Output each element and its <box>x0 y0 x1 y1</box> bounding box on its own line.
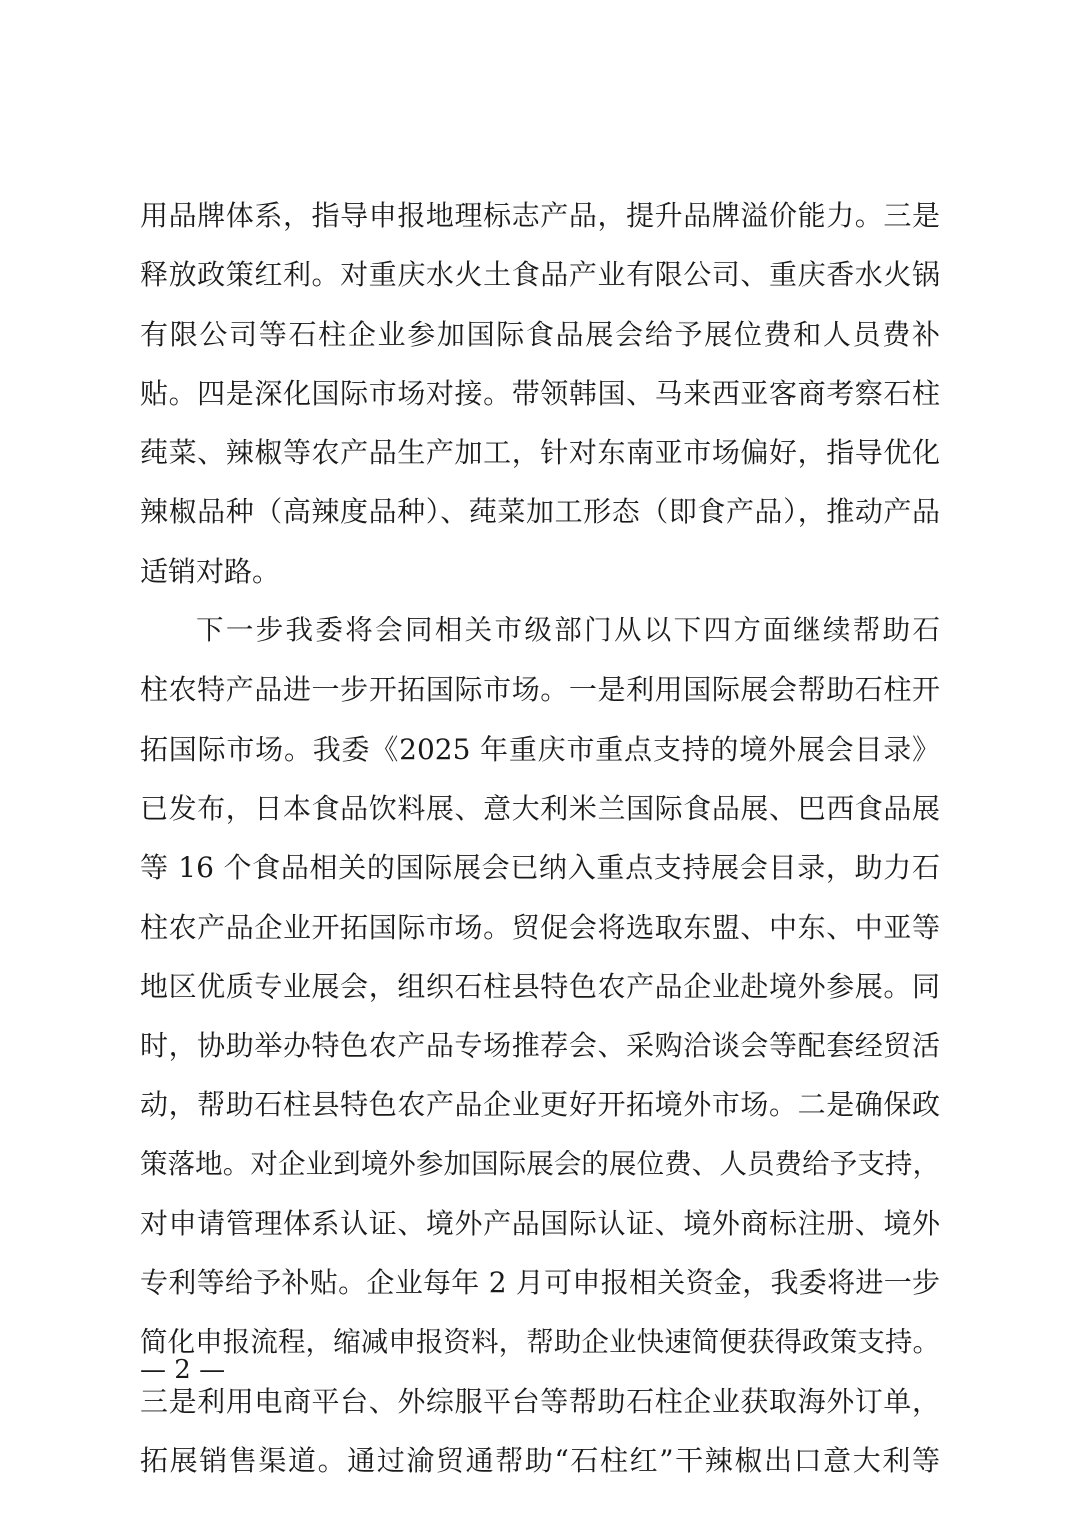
text-line: 简化申报流程，缩减申报资料，帮助企业快速简便获得政策支持。 <box>140 1325 940 1358</box>
text-line: 柱农特产品进一步开拓国际市场。一是利用国际展会帮助石柱开 <box>140 673 940 707</box>
text-line: 拓展销售渠道。通过渝贸通帮助“石柱红”干辣椒出口意大利等 <box>140 1444 940 1478</box>
text-line: 有限公司等石柱企业参加国际食品展会给予展位费和人员费补 <box>140 317 940 351</box>
paragraph-next-steps <box>140 601 940 1490</box>
text-line: 辣椒品种（高辣度品种）、莼菜加工形态（即食产品），推动产品 <box>140 495 940 529</box>
text-line: 已发布，日本食品饮料展、意大利米兰国际食品展、巴西食品展 <box>140 791 940 825</box>
text-line: 对申请管理体系认证、境外产品国际认证、境外商标注册、境外 <box>140 1207 940 1241</box>
text-line: 拓国际市场。我委《2025 年重庆市重点支持的境外展会目录》 <box>140 732 940 766</box>
body-text <box>140 186 940 1491</box>
text-line: 贴。四是深化国际市场对接。带领韩国、马来西亚客商考察石柱 <box>140 376 940 410</box>
text-line: 等 16 个食品相关的国际展会已纳入重点支持展会目录，助力石 <box>140 851 940 885</box>
text-line: 用品牌体系，指导申报地理标志产品，提升品牌溢价能力。三是 <box>140 199 940 232</box>
text-line: 适销对路。 <box>140 554 281 588</box>
text-line: 时，协助举办特色农产品专场推荐会、采购洽谈会等配套经贸活 <box>140 1029 940 1063</box>
text-line: 三是利用电商平台、外综服平台等帮助石柱企业获取海外订单， <box>140 1384 940 1418</box>
text-line: 地区优质专业展会，组织石柱县特色农产品企业赴境外参展。同 <box>140 969 940 1003</box>
text-line: 专利等给予补贴。企业每年 2 月可申报相关资金，我委将进一步 <box>140 1266 940 1300</box>
text-line: 柱农产品企业开拓国际市场。贸促会将选取东盟、中东、中亚等 <box>140 910 940 944</box>
text-line: 下一步我委将会同相关市级部门从以下四方面继续帮助石 <box>196 614 940 647</box>
text-line: 策落地。对企业到境外参加国际展会的展位费、人员费给予支持， <box>140 1147 940 1180</box>
text-line: 动，帮助石柱县特色农产品企业更好开拓境外市场。二是确保政 <box>140 1088 940 1122</box>
text-line: 释放政策红利。对重庆水火土食品产业有限公司、重庆香水火锅 <box>140 258 940 292</box>
page-number: — 2 — <box>140 1355 226 1385</box>
paragraph-continued <box>140 186 940 601</box>
text-line: 莼菜、辣椒等农产品生产加工，针对东南亚市场偏好，指导优化 <box>140 436 940 470</box>
